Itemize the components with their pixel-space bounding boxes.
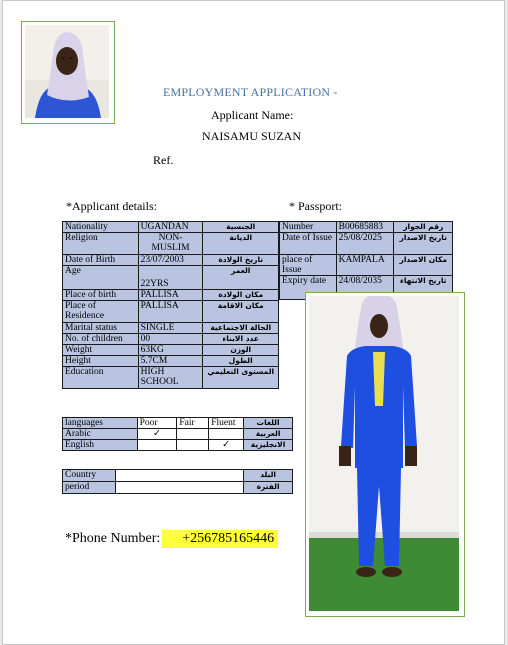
country-value <box>115 470 243 482</box>
children-ar: عدد الابناء <box>203 334 279 345</box>
place-of-birth-value: PALLISA <box>138 290 203 301</box>
children-value: 00 <box>138 334 203 345</box>
arabic-poor: ✓ <box>137 429 177 440</box>
place-of-residence-value: PALLISA <box>138 301 203 323</box>
english-label: English <box>63 440 138 451</box>
table-row <box>63 418 293 429</box>
fluent-header: Fluent <box>209 418 244 429</box>
marital-status-label: Marital status <box>63 323 139 334</box>
table-row <box>63 470 293 482</box>
languages-header-ar: اللغات <box>244 418 293 429</box>
passport-number-value: B00685883 <box>336 222 394 233</box>
table-row <box>63 482 293 494</box>
weight-ar: الوزن <box>203 345 279 356</box>
reference-label: Ref. <box>153 153 174 167</box>
children-label: No. of children <box>63 334 139 345</box>
poor-header: Poor <box>137 418 177 429</box>
table-row <box>63 290 279 301</box>
age-ar: العمر <box>203 266 279 290</box>
english-poor <box>137 440 177 451</box>
marital-status-ar: الحالة الاجتماعية <box>203 323 279 334</box>
table-row <box>63 334 279 345</box>
full-body-photo-frame <box>305 292 465 617</box>
applicant-details-heading: *Applicant details: <box>66 199 157 213</box>
application-page <box>2 0 505 645</box>
country-label: Country <box>63 470 116 482</box>
weight-label: Weight <box>63 345 139 356</box>
table-row <box>63 301 279 323</box>
dob-value: 23/07/2003 <box>138 255 203 266</box>
period-label: period <box>63 482 116 494</box>
marital-status-value: SINGLE <box>138 323 203 334</box>
phone-label: *Phone Number: <box>65 531 161 546</box>
height-label: Height <box>63 356 139 367</box>
age-value: 22YRS <box>138 266 203 290</box>
languages-header-label: languages <box>63 418 138 429</box>
expiry-date-ar: تاريخ الانتهاء <box>394 276 453 300</box>
dob-ar: تاريخ الولادة <box>203 255 279 266</box>
table-row <box>63 255 279 266</box>
religion-value: NON-MUSLIM <box>138 233 203 255</box>
table-row <box>63 440 293 451</box>
place-of-issue-label: place of Issue <box>280 255 337 276</box>
place-of-issue-ar: مكان الاصدار <box>394 255 453 276</box>
nationality-value: UGANDAN <box>138 222 203 233</box>
age-label: Age <box>63 266 139 290</box>
arabic-fair <box>177 429 209 440</box>
table-row <box>63 266 279 290</box>
height-value: 5.7CM <box>138 356 203 367</box>
portrait-photo-frame <box>21 21 115 124</box>
portrait-photo <box>25 25 111 120</box>
english-fluent: ✓ <box>209 440 244 451</box>
table-row <box>280 255 453 276</box>
table-row <box>63 429 293 440</box>
languages-table <box>62 417 293 451</box>
education-label: Education <box>63 367 139 389</box>
table-row <box>63 356 279 367</box>
fair-header: Fair <box>177 418 209 429</box>
phone-row <box>65 531 278 547</box>
place-of-issue-value: KAMPALA <box>336 255 394 276</box>
document-title: EMPLOYMENT APPLICATION - <box>163 85 338 99</box>
education-ar: المستوى التعليمي <box>203 367 279 389</box>
english-fair <box>177 440 209 451</box>
phone-number: +256785165446 <box>162 530 278 548</box>
applicant-details-table <box>62 221 279 389</box>
english-ar: الانجليزية <box>244 440 293 451</box>
table-row <box>63 233 279 255</box>
religion-ar: الديانة <box>203 233 279 255</box>
expiry-date-value: 24/08/2035 <box>336 276 394 300</box>
height-ar: الطول <box>203 356 279 367</box>
place-of-residence-label: Place of Residence <box>63 301 139 323</box>
issue-date-ar: تاريخ الاصدار <box>394 233 453 255</box>
table-row <box>63 222 279 233</box>
full-body-photo <box>309 296 461 613</box>
place-of-birth-label: Place of birth <box>63 290 139 301</box>
weight-value: 63KG <box>138 345 203 356</box>
place-of-birth-ar: مكان الولادة <box>203 290 279 301</box>
table-row <box>280 222 453 233</box>
period-ar: الفترة <box>244 482 293 494</box>
arabic-ar: العربية <box>244 429 293 440</box>
table-row <box>280 233 453 255</box>
issue-date-label: Date of Issue <box>280 233 337 255</box>
table-row <box>63 345 279 356</box>
country-ar: البلد <box>244 470 293 482</box>
education-value: HIGH SCHOOL <box>138 367 203 389</box>
dob-label: Date of Birth <box>63 255 139 266</box>
place-of-residence-ar: مكان الاقامة <box>203 301 279 323</box>
expiry-date-label: Expiry date <box>280 276 337 300</box>
passport-number-label: Number <box>280 222 337 233</box>
issue-date-value: 25/08/2025 <box>336 233 394 255</box>
nationality-label: Nationality <box>63 222 139 233</box>
period-value <box>115 482 243 494</box>
passport-number-ar: رقم الجواز <box>394 222 453 233</box>
experience-table <box>62 469 293 494</box>
religion-label: Religion <box>63 233 139 255</box>
applicant-name-label: Applicant Name: <box>211 108 294 122</box>
passport-heading: * Passport: <box>289 199 343 213</box>
applicant-name: NAISAMU SUZAN <box>202 129 302 143</box>
arabic-label: Arabic <box>63 429 138 440</box>
table-row <box>63 323 279 334</box>
table-row <box>63 367 279 389</box>
arabic-fluent <box>209 429 244 440</box>
nationality-ar: الجنسية <box>203 222 279 233</box>
passport-table <box>279 221 453 300</box>
